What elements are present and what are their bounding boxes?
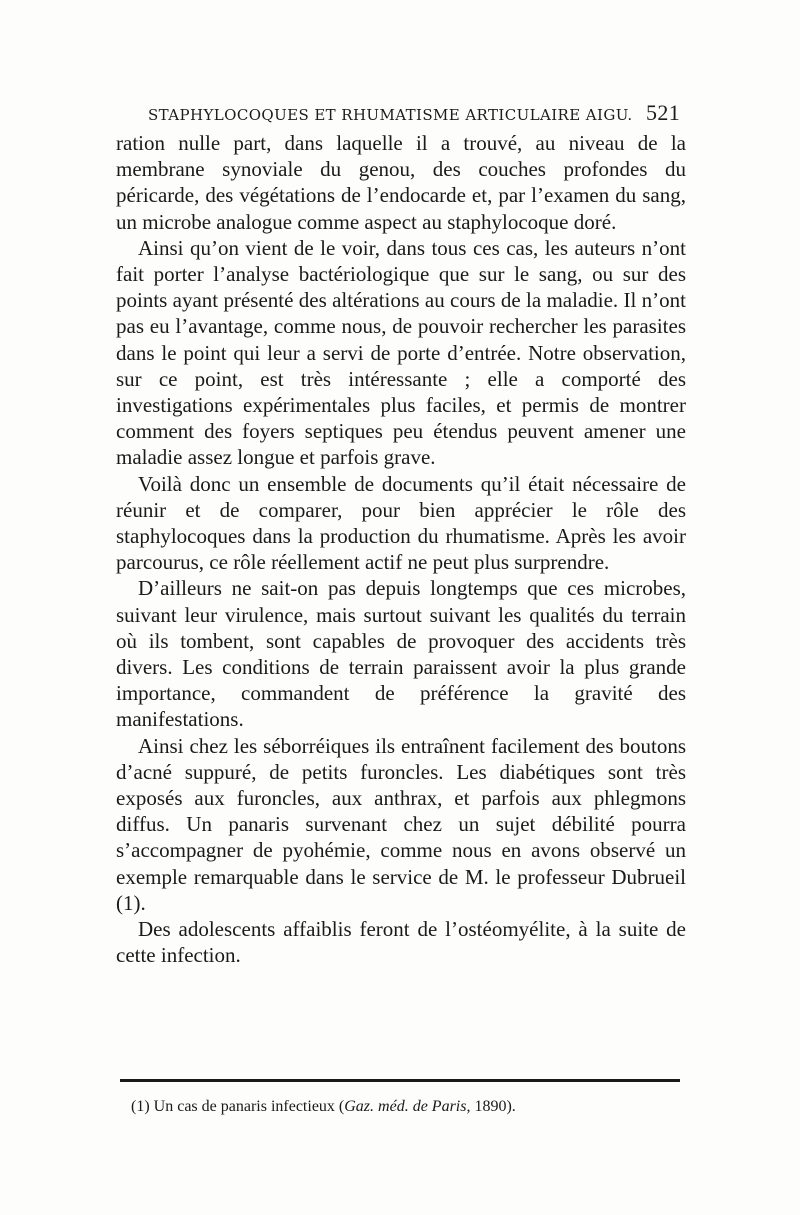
footnote-lead: (1) Un cas de panaris infectieux ( (131, 1098, 345, 1115)
paragraph-continued: ration nulle part, dans laquelle il a trouvé, au niveau de la membrane synoviale du genou, des couches profondes du péricarde, des végétations de l’endocarde et, par l’examen du sang, un microbe analogue comme aspect au staphylocoque doré. (116, 131, 686, 234)
footnote-divider (120, 1079, 680, 1082)
body-text (116, 130, 686, 969)
paragraph-seborrheic: Ainsi chez les séborréiques ils entraînent facilement des boutons d’acné suppuré, de petits furoncles. Les diabétiques sont très exposés aux furoncles, aux anthrax, et parfois aux phlegmons diffus. Un panaris survenant chez un sujet débilité pourra s’accompagner de pyohémie, comme nous en avons observé un exemple remarquable dans le service de M. le professeur Dubrueil (1). (116, 733, 686, 915)
paragraph-virulence: D’ailleurs ne sait-on pas depuis longtemps que ces microbes, suivant leur virulence, mais surtout suivant les qualités du terrain où ils tombent, sont capables de provoquer des accidents très divers. Les conditions de terrain paraissent avoir la plus grande importance, commandent de préférence la gravité des manifestations. (116, 576, 686, 732)
paragraph-adolescents: Des adolescents affaiblis feront de l’ostéomyélite, à la suite de cette infection. (116, 917, 686, 968)
footnote-source: Gaz. méd. de Paris (344, 1098, 467, 1115)
running-title: STAPHYLOCOQUES ET RHUMATISME ARTICULAIRE AIGU. (148, 106, 633, 124)
footnote-tail: , 1890). (466, 1098, 516, 1115)
footnote (131, 1098, 671, 1116)
paragraph-documents: Voilà donc un ensemble de documents qu’il était nécessaire de réunir et de comparer, pour bien apprécier le rôle des staphylocoques dans la production du rhumatisme. Après les avoir parcourus, ce rôle réellement actif ne peut plus surprendre. (116, 471, 686, 575)
paragraph-analysis: Ainsi qu’on vient de le voir, dans tous ces cas, les auteurs n’ont fait porter l’analyse bactériologique que sur le sang, ou sur des points ayant présenté des altérations au cours de la maladie. Il n’ont pas eu l’avantage, comme nous, de pouvoir rechercher les parasites dans le point qui leur a servi de porte d’entrée. Notre observation, sur ce point, est très intéressante ; elle a comporté des investigations expérimentales plus faciles, et permis de montrer comment des foyers septiques peu étendus peuvent amener une maladie assez longue et parfois grave. (116, 235, 686, 470)
page-number: 521 (646, 100, 681, 125)
